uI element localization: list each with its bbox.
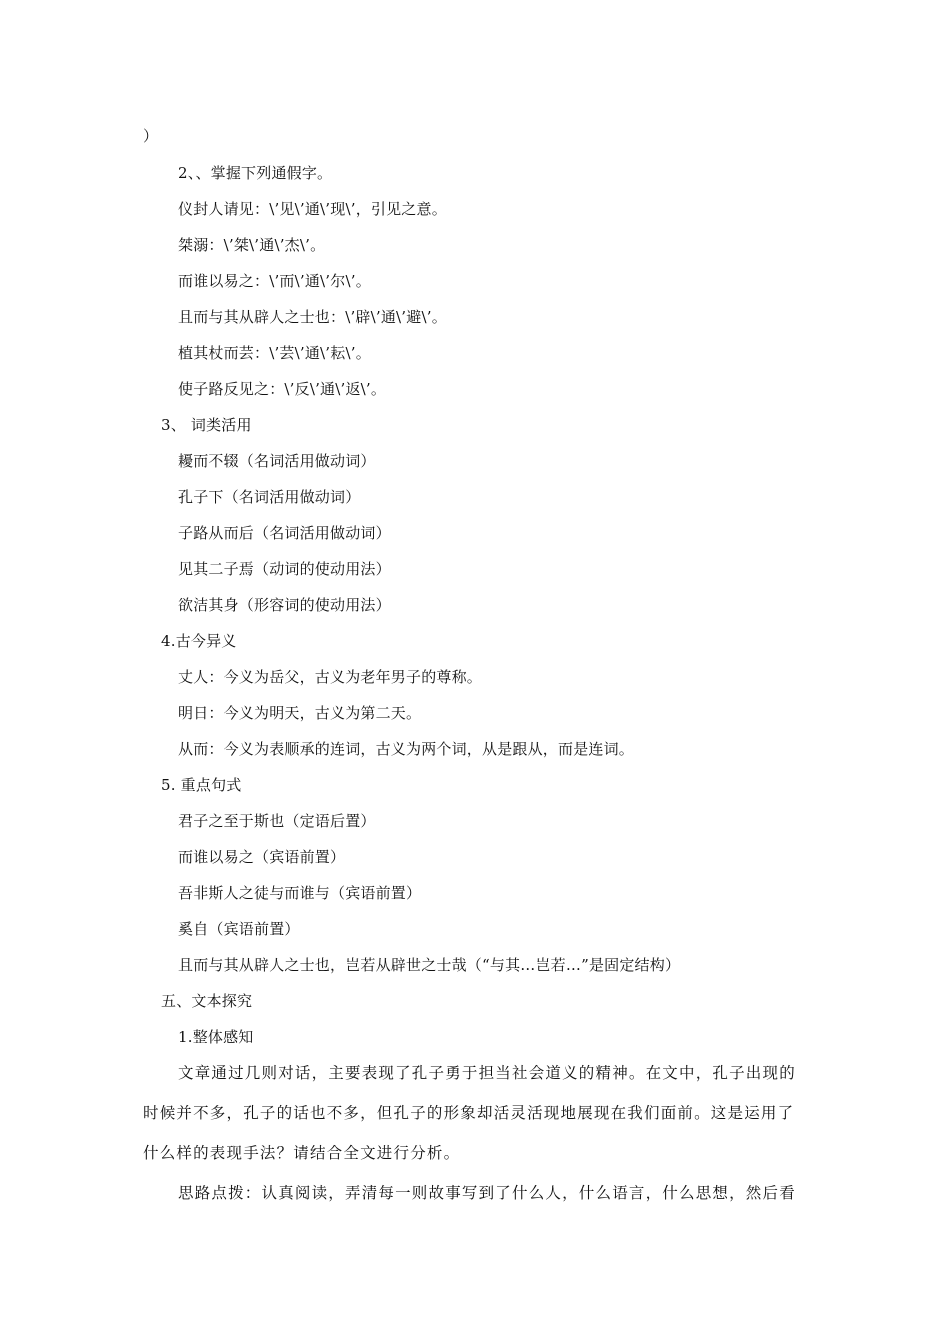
section-2-heading: 2、、掌握下列通假字。: [178, 164, 333, 182]
section-five-heading: 五、文本探究: [161, 992, 253, 1010]
list-item: 且而与其从辟人之士也，岂若从辟世之士哉（“与其…岂若…”是固定结构）: [178, 956, 681, 974]
list-item: 而谁以易之：\’而\’通\’尔\’。: [178, 272, 371, 290]
paragraph-line: 时候并不多，孔子的话也不多，但孔子的形象却活灵活现地展现在我们面前。这是运用了: [143, 1104, 795, 1122]
section-5-heading: 5. 重点句式: [161, 776, 242, 794]
list-item: 君子之至于斯也（定语后置）: [178, 812, 376, 830]
section-3-heading: 3、 词类活用: [161, 416, 252, 434]
list-item: 明日：今义为明天，古义为第二天。: [178, 704, 422, 722]
list-item: 孔子下（名词活用做动词）: [178, 488, 361, 506]
list-item: 植其杖而芸：\’芸\’通\’耘\’。: [178, 344, 371, 362]
list-item: 奚自（宾语前置）: [178, 920, 300, 938]
list-item: 从而：今义为表顺承的连词，古义为两个词，从是跟从，而是连词。: [178, 740, 635, 758]
paragraph-line: 文章通过几则对话，主要表现了孔子勇于担当社会道义的精神。在文中，孔子出现的: [178, 1064, 796, 1082]
list-item: 而谁以易之（宾语前置）: [178, 848, 346, 866]
paragraph-line: 什么样的表现手法？请结合全文进行分析。: [143, 1144, 461, 1162]
list-item: 使子路反见之：\’反\’通\’返\’。: [178, 380, 387, 398]
subsection-heading: 1.整体感知: [178, 1028, 254, 1046]
section-4-heading: 4.古今异义: [161, 632, 237, 650]
list-item: 桀溺：\’桀\’通\’杰\’。: [178, 236, 326, 254]
list-item: 吾非斯人之徒与而谁与（宾语前置）: [178, 884, 422, 902]
list-item: 见其二子焉（动词的使动用法）: [178, 560, 391, 578]
hint-line: 思路点拨：认真阅读，弄清每一则故事写到了什么人，什么语言，什么思想，然后看: [178, 1184, 796, 1202]
list-item: 子路从而后（名词活用做动词）: [178, 524, 391, 542]
list-item: 仪封人请见：\’见\’通\’现\’，引见之意。: [178, 200, 447, 218]
list-item: 欲洁其身（形容词的使动用法）: [178, 596, 391, 614]
list-item: 且而与其从辟人之士也：\’辟\’通\’避\’。: [178, 308, 447, 326]
list-item: 耰而不辍（名词活用做动词）: [178, 452, 376, 470]
fragment-closing-paren: ）: [143, 127, 159, 145]
list-item: 丈人：今义为岳父，古义为老年男子的尊称。: [178, 668, 483, 686]
